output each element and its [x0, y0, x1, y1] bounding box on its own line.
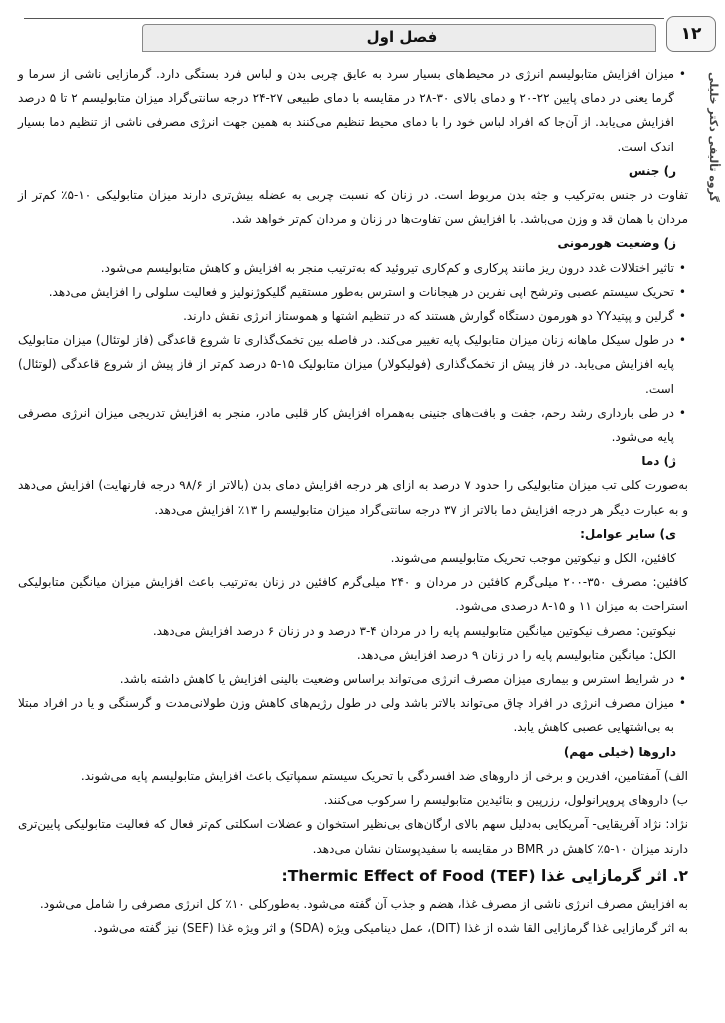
heading-drugs: داروها (خیلی مهم) [563, 744, 676, 759]
header-rule [24, 18, 664, 19]
chapter-title: فصل اول [366, 28, 438, 46]
list-item: • میزان مصرف انرژی در افراد چاق می‌تواند بالاتر باشد ولی در طول رژیم‌های کاهش وزن طولانی‌مدت و گرسنگی و یا در افراد مبتلا به بی‌اشتهایی عصبی کاهش یابد. [18, 691, 688, 739]
paragraph-drugs-b: ب) داروهای پروپرانولول، رزرپین و بتائیدین متابولیسم را سرکوب می‌کنند. [323, 793, 688, 808]
paragraph-drugs-a: الف) آمفتامین، افدرین و برخی از داروهای ضد افسردگی با تحریک سیستم سمپاتیک باعث افزایش متابولیسم پایه می‌شوند. [80, 768, 688, 783]
list-item: • گرلین و پپتیدYY دو هورمون دستگاه گوارش هستند که در تنظیم اشتها و هموستاز انرژی نقش دارند. [18, 304, 688, 328]
list-item: • تحریک سیستم عصبی وترشح اپی نفرین در هیجانات و استرس به‌طور مستقیم گلیکوژنولیز و فعالیت سلولی را افزایش می‌دهد. [18, 280, 688, 304]
list-item: • در طی بارداری رشد رحم، جفت و بافت‌های جنینی به‌همراه افزایش کار قلبی مادر، منجر به افزایش تدریجی میزان انرژی مصرفی پایه می‌شود. [18, 401, 688, 449]
list-item: • در طول سیکل ماهانه زنان میزان متابولیک پایه تغییر می‌کند. در فاصله بین تخمک‌گذاری تا شروع قاعدگی (فاز لوتئال) میزان متابولیک پایه افزایش می‌یابد. در فاز پیش از تخمک‌گذاری (فولیکولار) میزان متابولیک ۱۵-۵ درصد کم‌تر از فاز پیش از شروع قاعدگی (لوتئال) است. [18, 328, 688, 401]
page-content [18, 62, 688, 940]
list-item: • در شرایط استرس و بیماری میزان مصرف انرژی می‌تواند براساس وضعیت بالینی افزایش یا کاهش داشته باشد. [18, 667, 688, 691]
list-item: • تاثیر اختلالات غدد درون ریز مانند پرکاری و کم‌کاری تیروئید که به‌ترتیب منجر به افزایش و کاهش متابولیسم می‌شود. [18, 256, 688, 280]
heading-other-factors: ی) سایر عوامل: [580, 526, 676, 541]
heading-hormone: ز) وضعیت هورمونی [557, 236, 676, 251]
paragraph-caffeine: کافئین: مصرف ۳۵۰-۲۰۰ میلی‌گرم کافئین در مردان و ۲۴۰ میلی‌گرم کافئین در زنان به‌ترتیب باعث افزایش میزان میانگین متابولیکی استراحت به میزان ۱۱ و ۱۵-۸ درصدی می‌شود. [18, 575, 688, 614]
paragraph-race: نژاد: نژاد آفریقایی- آمریکایی به‌دلیل سهم بالای ارگان‌های بی‌نظیر استخوان و عضلات اسکلتی کم‌تر فعال که فعالیت متابولیکی پایین‌تری دارند میزان ۱۰-۵٪ کاهش در BMR در مقایسه با سفیدپوستان نشان می‌دهد. [18, 817, 688, 856]
section-heading-tef: ۲. اثر گرمازایی غذا (TEF) Thermic Effect of Food: [281, 866, 688, 885]
paragraph-gender: تفاوت در جنس به‌ترکیب و جثه بدن مربوط است. در زنان که نسبت چربی به عضله بیش‌تری دارند میزان متابولیکی ۱۰-۵٪ کم‌تر از مردان با همان قد و وزن می‌باشد. با افزایش سن تفاوت‌ها در زنان و مردان کم‌تر خواهد شد. [18, 188, 688, 227]
heading-temperature: ژ) دما [641, 454, 676, 469]
heading-gender: ر) جنس [628, 163, 676, 178]
paragraph-alcohol: الکل: میانگین متابولیسم پایه را در زنان ۹ درصد افزایش می‌دهد. [356, 647, 676, 662]
paragraph-tef-2: به اثر گرمازایی غذا گرمازایی القا شده از غذا (DIT)، عمل دینامیکی ویژه (SDA) و اثر ویژه غذا (SEF) نیز گفته می‌شود. [93, 920, 688, 935]
page-header [24, 14, 714, 54]
paragraph-temperature: به‌صورت کلی تب میزان متابولیکی را حدود ۷ درصد به ازای هر درجه افزایش دمای بدن (بالاتر از ۹۸/۶ درجه فارنهایت) افزایش می‌دهد و به عبارت دیگر هر درجه افزایش دما بالاتر از ۳۷ درجه سانتی‌گراد میزان متابولیسم را ۱۳٪ افزایش می‌دهد. [18, 478, 689, 517]
page-number: ۱۲ [666, 16, 716, 52]
paragraph-tef-1: به افزایش مصرف انرژی ناشی از مصرف غذا، هضم و جذب آن گفته می‌شود. به‌طورکلی ۱۰٪ کل انرژی مصرفی را شامل می‌شود. [39, 896, 688, 911]
paragraph-other: کافئین، الکل و نیکوتین موجب تحریک متابولیسم می‌شوند. [390, 551, 676, 566]
side-label: گروه تألیفی دکتر خلیلی [707, 72, 720, 202]
paragraph-nicotine: نیکوتین: مصرف نیکوتین میانگین متابولیسم پایه را در مردان ۴-۳ درصد و در زنان ۶ درصد افزایش می‌دهد. [152, 623, 676, 638]
paragraph-cold-heat: • میزان افزایش متابولیسم انرژی در محیط‌های بسیار سرد به عایق چربی بدن و لباس فرد بستگی دارد. گرمازایی ناشی از سرما و گرما یعنی در دمای پایین ۲۲-۲۰ و دمای بالای ۳۰-۲۸ در مقایسه با دمای طبیعی ۲۷-۲۴ درجه سانتی‌گراد میزان متابولیسم ۲ تا ۵ درصد افزایش می‌یابد. از آن‌جا که افراد لباس خود را با دمای محیط تنظیم می‌کنند به همین جهت انرژی مصرفی ناشی از تنظیم دما بسیار اندک است. [18, 62, 688, 159]
